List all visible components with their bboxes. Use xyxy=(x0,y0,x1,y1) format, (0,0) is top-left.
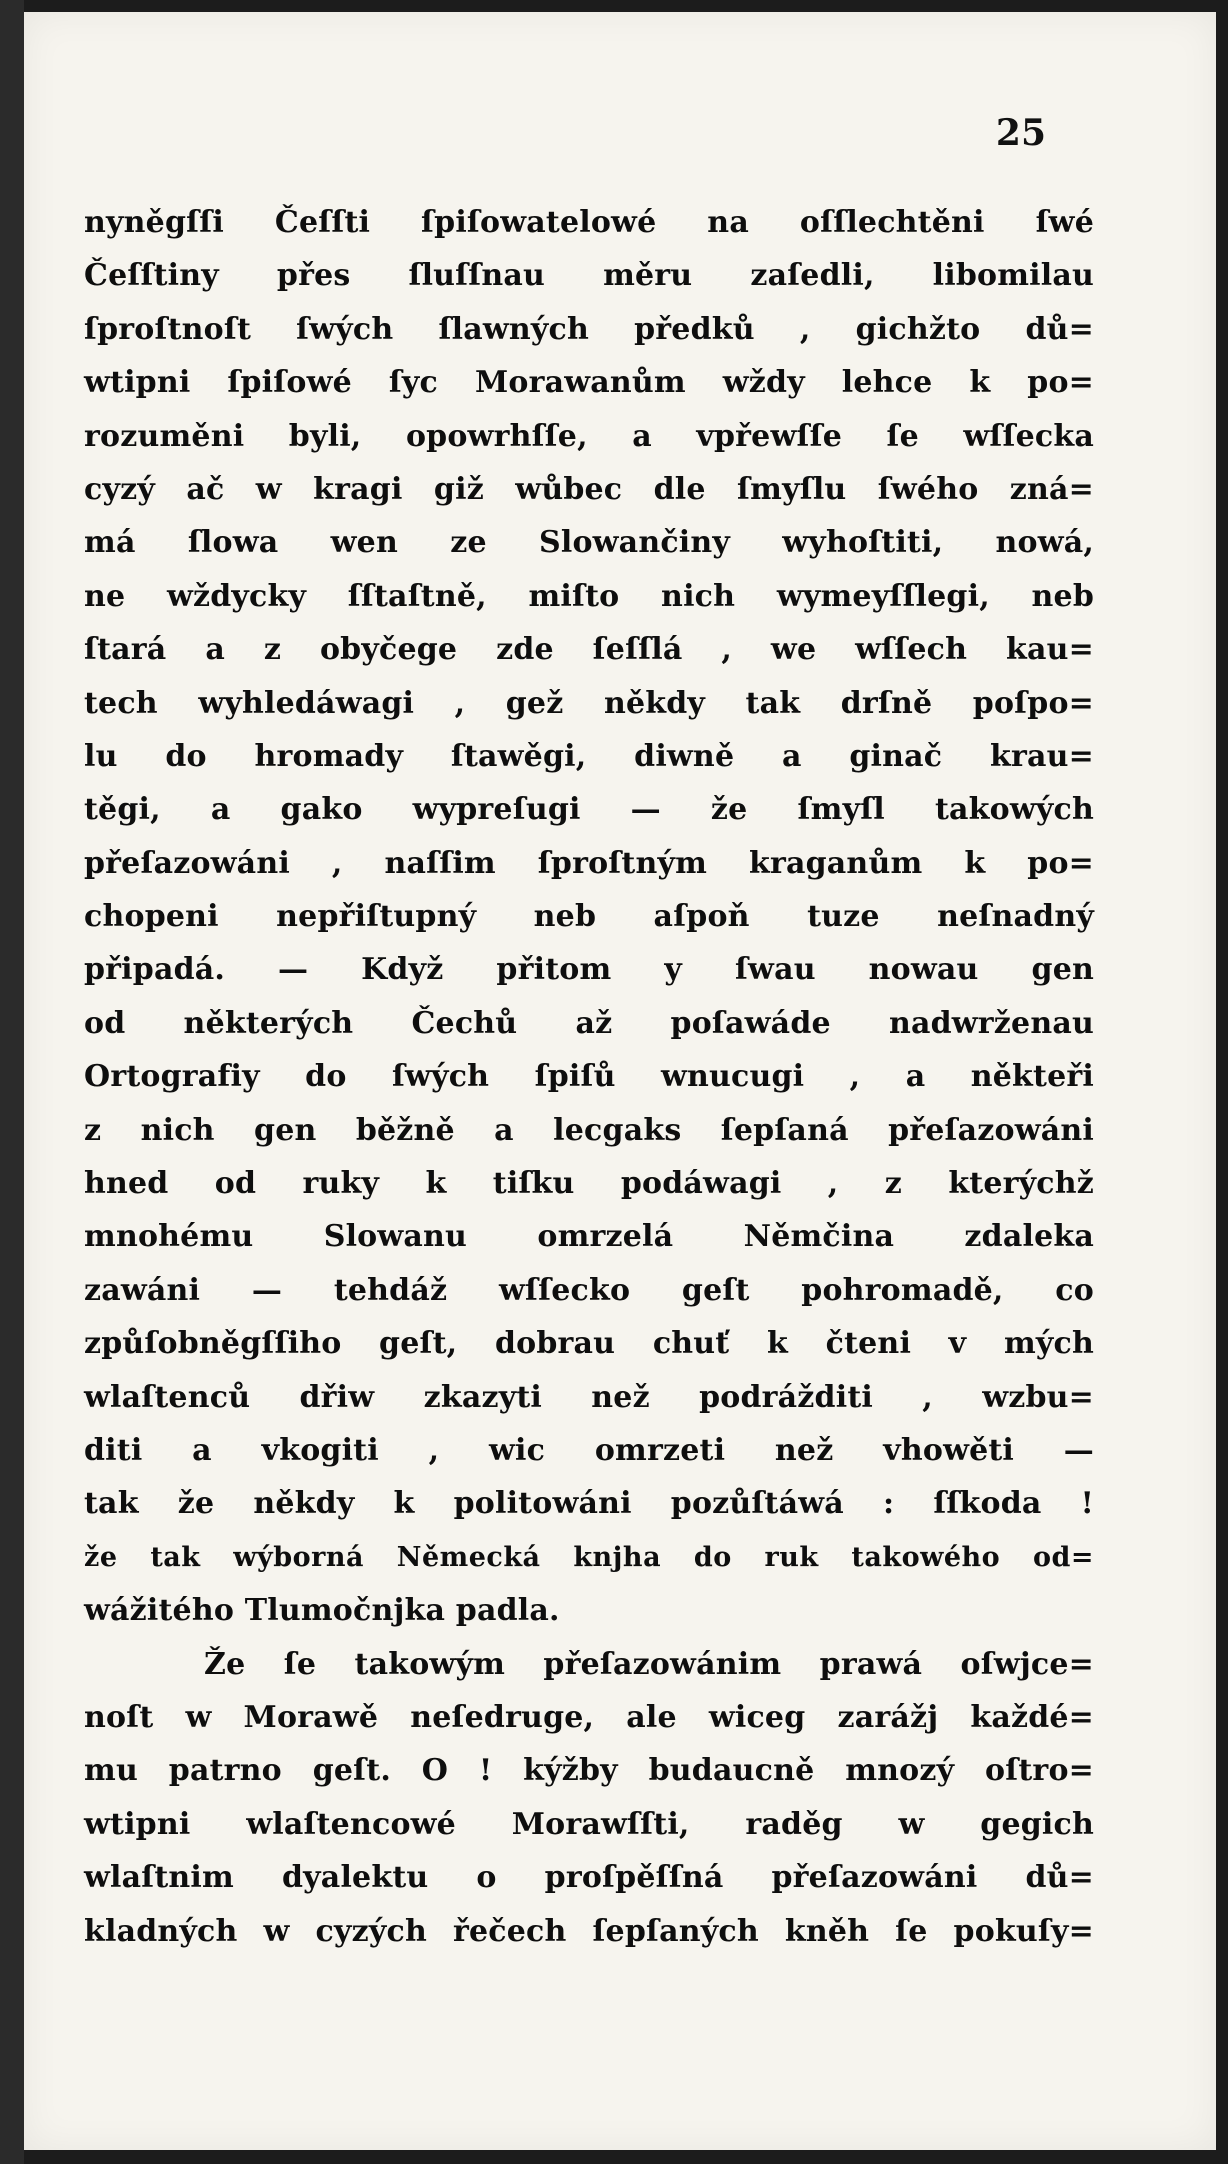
text-line: wlaſtenců dřiw zkazyti než podrážditi , wzbu= xyxy=(84,1379,1094,1415)
page-number: 25 xyxy=(995,112,1046,154)
text-line: cyzý ač w kragi giž wůbec dle ſmyſlu ſwého zná= xyxy=(84,471,1094,507)
text-line: má ſlowa wen ze Slowančiny wyhoſtiti, nowá, xyxy=(84,525,1094,561)
text-line: ne wždycky ſſtaſtně, miſto nich wymeyſſlegi, neb xyxy=(84,578,1094,614)
text-line: ſproſtnoſt ſwých ſlawných předků , gichžto dů= xyxy=(84,311,1094,347)
text-line: wtipni ſpiſowé ſyc Morawanům wždy lehce k po= xyxy=(84,365,1094,401)
text-line: ſtará a z obyčege zde ſeſſlá , we wſſech kau= xyxy=(84,632,1094,668)
binding-edge xyxy=(0,0,24,2164)
text-line: od některých Čechů až poſawáde nadwrženau xyxy=(84,1005,1094,1041)
text-line: mu patrno geſt. O ! kýžby budaucně mnozý oſtro= xyxy=(84,1753,1094,1789)
text-line: zawáni — tehdáž wſſecko geſt pohromadě, co xyxy=(84,1272,1094,1308)
text-line: Čeſſtiny přes ſluſſnau měru zaſedli, libomilau xyxy=(84,258,1094,294)
body-text xyxy=(84,196,1094,1958)
text-line: nyněgſſi Čeſſti ſpiſowatelowé na oſſlechtěni ſwé xyxy=(84,205,1094,240)
text-line: způſobněgſſiho geſt, dobrau chuť k čteni v mých xyxy=(84,1326,1094,1362)
text-line: připadá. — Když přitom y ſwau nowau gen xyxy=(84,952,1094,988)
text-line: mnohému Slowanu omrzelá Němčina zdaleka xyxy=(84,1219,1094,1255)
text-line: lu do hromady ſtawěgi, diwně a ginač krau= xyxy=(84,738,1094,774)
text-line: kladných w cyzých řečech ſepſaných kněh ſe pokuſy= xyxy=(84,1913,1094,1949)
text-line: že tak wýborná Německá knjha do ruk takowého od= xyxy=(84,1541,1094,1573)
text-line: wlaſtnim dyalektu o proſpěſſná přeſazowáni dů= xyxy=(84,1860,1094,1896)
text-line: tech wyhledáwagi , gež někdy tak drſně poſpo= xyxy=(84,685,1094,721)
text-line: Ortografiy do ſwých ſpiſů wnucugi , a někteři xyxy=(84,1059,1094,1095)
text-line: rozuměni byli, opowrhſſe, a vpřewſſe ſe wſſecka xyxy=(84,418,1094,454)
text-line: Že ſe takowým přeſazowánim prawá oſwjce= xyxy=(204,1646,1094,1682)
text-line: přeſazowáni , naſſim ſproſtným kraganům k po= xyxy=(84,845,1094,881)
text-line: wážitého Tlumočnjka padla. xyxy=(84,1593,560,1629)
text-line: z nich gen běžně a lecgaks ſepſaná přeſazowáni xyxy=(84,1112,1094,1148)
text-line: těgi, a gako wypreſugi — že ſmyſl takowých xyxy=(84,792,1094,828)
text-line: chopeni nepřiſtupný neb aſpoň tuze neſnadný xyxy=(84,899,1094,935)
text-line: wtipni wlaſtencowé Morawſſti, raděg w gegich xyxy=(84,1806,1094,1842)
text-line: noſt w Morawě neſedruge, ale wiceg zarážj každé= xyxy=(84,1699,1094,1735)
text-line: tak že někdy k politowáni pozůſtáwá : ſſkoda ! xyxy=(84,1486,1094,1522)
text-line: hned od ruky k tiſku podáwagi , z kterýchž xyxy=(84,1166,1094,1202)
text-line: diti a vkogiti , wic omrzeti než vhowěti — xyxy=(84,1432,1094,1468)
